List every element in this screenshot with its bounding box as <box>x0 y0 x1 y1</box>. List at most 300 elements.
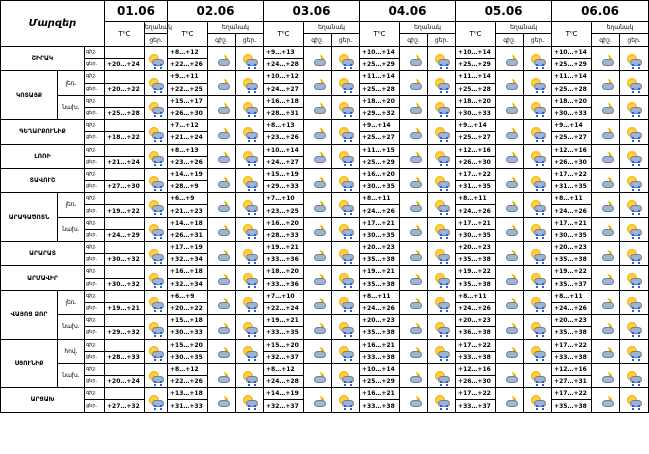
day-temp: +35…+38 <box>456 278 496 290</box>
night-temp: +8…+11 <box>552 290 592 302</box>
moon-cloud-icon <box>309 77 327 91</box>
sun-cloud-rain-icon <box>241 223 259 237</box>
region-name: ԱՐՑԱԽ <box>1 388 85 412</box>
night-temp: +17…+21 <box>456 217 496 229</box>
sun-cloud-rain-icon <box>433 296 451 310</box>
sun-cloud-rain-icon <box>337 248 355 262</box>
day-temp: +35…+38 <box>360 254 400 266</box>
sun-cloud-rain-icon <box>625 53 643 67</box>
day-temp: +25…+29 <box>456 59 496 71</box>
sun-cloud-rain-icon <box>241 150 259 164</box>
table-row <box>1 47 649 59</box>
night-temp: +10…+14 <box>264 144 304 156</box>
day-temp: +35…+38 <box>456 254 496 266</box>
moon-cloud-icon <box>213 199 231 213</box>
night-temp: +14…+18 <box>168 217 208 229</box>
moon-cloud-icon <box>213 77 231 91</box>
sun-cloud-rain-icon <box>433 175 451 189</box>
night-temp: +17…+22 <box>552 168 592 180</box>
day-temp: +23…+26 <box>168 156 208 168</box>
moon-cloud-icon <box>309 248 327 262</box>
day-temp: +22…+25 <box>168 83 208 95</box>
night-temp: +15…+20 <box>168 339 208 351</box>
moon-cloud-icon <box>597 272 615 286</box>
day-temp: +25…+28 <box>105 107 145 119</box>
weather-icon-cell <box>145 120 168 144</box>
night-temp: +9…+13 <box>264 47 304 59</box>
day-icon-cell <box>428 144 456 168</box>
sun-cloud-rain-icon <box>241 126 259 140</box>
subregion-label: հով. <box>58 339 85 363</box>
weather-header: եղանակ <box>145 22 168 34</box>
night-header: գիշ. <box>592 34 620 47</box>
day-icon-cell <box>524 339 552 363</box>
day-icon-cell <box>236 217 264 241</box>
night-temp: +12…+16 <box>552 144 592 156</box>
night-temp: +19…+21 <box>264 315 304 327</box>
night-icon-cell <box>208 315 236 339</box>
day-label: ցեր. <box>85 400 105 412</box>
moon-cloud-icon <box>501 77 519 91</box>
sun-cloud-rain-icon <box>337 77 355 91</box>
moon-cloud-icon <box>213 223 231 237</box>
sun-cloud-rain-icon <box>147 53 165 67</box>
night-icon-cell <box>592 95 620 119</box>
weather-icon-cell <box>145 168 168 192</box>
day-temp: +30…+35 <box>360 181 400 193</box>
day-temp: +26…+30 <box>456 376 496 388</box>
day-label: ցեր. <box>85 59 105 71</box>
day-icon-cell <box>236 120 264 144</box>
table-row <box>1 266 649 278</box>
day-icon-cell <box>236 315 264 339</box>
night-temp: +15…+20 <box>264 339 304 351</box>
moon-cloud-icon <box>501 150 519 164</box>
night-temp: +8…+11 <box>360 290 400 302</box>
night-label: գիշ. <box>85 144 105 156</box>
moon-cloud-icon <box>597 321 615 335</box>
night-temp: +11…+14 <box>456 71 496 83</box>
date-header: 06.06 <box>552 1 649 22</box>
day-temp: +30…+33 <box>552 107 592 119</box>
sun-cloud-rain-icon <box>337 272 355 286</box>
night-temp: +15…+18 <box>168 315 208 327</box>
night-icon-cell <box>304 95 332 119</box>
region-name: ՏԱՎՈՒՇ <box>1 168 85 192</box>
night-icon-cell <box>304 290 332 314</box>
moon-cloud-icon <box>213 272 231 286</box>
moon-cloud-icon <box>309 126 327 140</box>
night-icon-cell <box>304 168 332 192</box>
day-temp: +31…+33 <box>168 400 208 412</box>
night-temp: +7…+12 <box>168 120 208 132</box>
night-temp: +15…+17 <box>168 95 208 107</box>
moon-cloud-icon <box>501 223 519 237</box>
night-temp: +17…+21 <box>552 217 592 229</box>
night-icon-cell <box>208 95 236 119</box>
date-header: 04.06 <box>360 1 456 22</box>
night-icon-cell <box>496 242 524 266</box>
sun-cloud-rain-icon <box>241 53 259 67</box>
day-temp: +23…+25 <box>264 205 304 217</box>
sun-cloud-rain-icon <box>241 370 259 384</box>
day-icon-cell <box>428 47 456 71</box>
night-icon-cell <box>496 95 524 119</box>
night-temp: +19…+22 <box>456 266 496 278</box>
sun-cloud-rain-icon <box>625 272 643 286</box>
night-icon-cell <box>400 47 428 71</box>
moon-cloud-icon <box>309 345 327 359</box>
region-name: ԼՈՌԻ <box>1 144 85 168</box>
night-temp: +20…+23 <box>456 242 496 254</box>
moon-cloud-icon <box>597 150 615 164</box>
moon-cloud-icon <box>597 101 615 115</box>
night-icon-cell <box>496 388 524 412</box>
night-temp: +20…+23 <box>552 242 592 254</box>
night-temp: +16…+21 <box>360 339 400 351</box>
sun-cloud-rain-icon <box>433 370 451 384</box>
weather-header: եղանակ <box>592 22 649 34</box>
day-label: ցեր. <box>85 205 105 217</box>
sun-cloud-rain-icon <box>147 101 165 115</box>
day-label: ցեր. <box>85 351 105 363</box>
day-icon-cell <box>620 193 649 217</box>
sun-cloud-rain-icon <box>147 394 165 408</box>
moon-cloud-icon <box>213 150 231 164</box>
day-icon-cell <box>524 144 552 168</box>
day-icon-cell <box>236 363 264 387</box>
day-temp: +25…+28 <box>552 83 592 95</box>
day-temp: +25…+27 <box>552 132 592 144</box>
weather-icon-cell <box>145 388 168 412</box>
night-icon-cell <box>400 363 428 387</box>
sun-cloud-rain-icon <box>147 199 165 213</box>
weather-icon-cell <box>145 47 168 71</box>
night-label: գիշ. <box>85 120 105 132</box>
day-icon-cell <box>332 266 360 290</box>
sun-cloud-rain-icon <box>337 126 355 140</box>
night-icon-cell <box>592 193 620 217</box>
day-icon-cell <box>620 242 649 266</box>
day-icon-cell <box>620 120 649 144</box>
night-icon-cell <box>304 71 332 95</box>
sun-cloud-rain-icon <box>529 272 547 286</box>
sun-cloud-rain-icon <box>529 101 547 115</box>
moon-cloud-icon <box>405 223 423 237</box>
weather-icon-cell <box>145 339 168 363</box>
night-icon-cell <box>304 193 332 217</box>
sun-cloud-rain-icon <box>529 77 547 91</box>
subregion-label: նախ. <box>58 363 85 387</box>
table-row <box>1 95 649 107</box>
subregion-label: լեռ. <box>58 71 85 95</box>
moon-cloud-icon <box>309 370 327 384</box>
night-temp: +18…+20 <box>456 95 496 107</box>
sun-cloud-rain-icon <box>433 53 451 67</box>
night-icon-cell <box>592 315 620 339</box>
night-temp <box>105 217 145 229</box>
day-temp: +20…+24 <box>105 376 145 388</box>
day-icon-cell <box>620 266 649 290</box>
day-temp: +32…+34 <box>168 254 208 266</box>
night-icon-cell <box>304 388 332 412</box>
night-temp: +10…+14 <box>360 47 400 59</box>
night-icon-cell <box>592 144 620 168</box>
night-icon-cell <box>592 120 620 144</box>
day-label: ցեր. <box>85 278 105 290</box>
sun-cloud-rain-icon <box>147 175 165 189</box>
night-temp: +16…+18 <box>168 266 208 278</box>
night-temp: +17…+22 <box>456 339 496 351</box>
night-icon-cell <box>496 193 524 217</box>
day-icon-cell <box>332 144 360 168</box>
sun-cloud-rain-icon <box>625 345 643 359</box>
night-label: գիշ. <box>85 242 105 254</box>
date-header: 05.06 <box>456 1 552 22</box>
subregion-label: նախ. <box>58 315 85 339</box>
day-label: ցեր. <box>85 229 105 241</box>
moon-cloud-icon <box>405 126 423 140</box>
night-label: գիշ. <box>85 266 105 278</box>
night-temp: +14…+19 <box>168 168 208 180</box>
night-icon-cell <box>496 290 524 314</box>
day-temp: +29…+33 <box>264 181 304 193</box>
day-icon-cell <box>524 47 552 71</box>
day-icon-cell <box>428 95 456 119</box>
table-row <box>1 193 649 205</box>
day-label: ցեր. <box>85 83 105 95</box>
sun-cloud-rain-icon <box>529 126 547 140</box>
day-icon-cell <box>332 168 360 192</box>
sun-cloud-rain-icon <box>241 248 259 262</box>
weather-icon-cell <box>145 217 168 241</box>
weather-header: եղանակ <box>304 22 360 34</box>
day-temp: +27…+31 <box>552 376 592 388</box>
region-name: ՎԱՅՈՑ ՁՈՐ <box>1 290 58 339</box>
moon-cloud-icon <box>405 370 423 384</box>
day-icon-cell <box>236 388 264 412</box>
sun-cloud-rain-icon <box>625 370 643 384</box>
moon-cloud-icon <box>309 223 327 237</box>
daytime-header: ցեր. <box>145 34 168 47</box>
night-temp <box>105 120 145 132</box>
day-temp: +22…+24 <box>264 302 304 314</box>
night-icon-cell <box>400 339 428 363</box>
day-temp: +24…+26 <box>456 302 496 314</box>
sun-cloud-rain-icon <box>433 126 451 140</box>
day-icon-cell <box>428 388 456 412</box>
day-temp: +27…+30 <box>105 181 145 193</box>
sun-cloud-rain-icon <box>625 126 643 140</box>
moon-cloud-icon <box>405 175 423 189</box>
moon-cloud-icon <box>597 53 615 67</box>
night-temp: +10…+14 <box>456 47 496 59</box>
day-icon-cell <box>428 217 456 241</box>
day-temp: +35…+38 <box>552 254 592 266</box>
night-temp: +17…+21 <box>360 217 400 229</box>
night-icon-cell <box>592 339 620 363</box>
weather-icon-cell <box>145 266 168 290</box>
sun-cloud-rain-icon <box>529 394 547 408</box>
night-temp: +10…+12 <box>264 71 304 83</box>
night-icon-cell <box>208 290 236 314</box>
day-icon-cell <box>524 193 552 217</box>
day-icon-cell <box>236 193 264 217</box>
moon-cloud-icon <box>597 77 615 91</box>
sun-cloud-rain-icon <box>241 175 259 189</box>
sun-cloud-rain-icon <box>529 150 547 164</box>
moon-cloud-icon <box>405 321 423 335</box>
night-temp: +16…+20 <box>264 217 304 229</box>
day-temp: +26…+30 <box>168 107 208 119</box>
day-temp: +23…+26 <box>264 132 304 144</box>
day-icon-cell <box>524 266 552 290</box>
sun-cloud-rain-icon <box>433 248 451 262</box>
night-temp: +20…+23 <box>552 315 592 327</box>
day-icon-cell <box>524 120 552 144</box>
weather-header: եղանակ <box>496 22 552 34</box>
day-temp: +24…+27 <box>264 83 304 95</box>
night-temp: +8…+13 <box>264 120 304 132</box>
day-temp: +30…+35 <box>360 229 400 241</box>
daytime-header: ցեր. <box>332 34 360 47</box>
regions-header: Մարզեր <box>1 1 105 47</box>
table-row <box>1 363 649 375</box>
night-temp: +7…+10 <box>264 290 304 302</box>
day-temp: +25…+29 <box>552 59 592 71</box>
day-temp: +30…+35 <box>168 351 208 363</box>
sun-cloud-rain-icon <box>337 53 355 67</box>
sun-cloud-rain-icon <box>147 272 165 286</box>
night-icon-cell <box>496 217 524 241</box>
day-temp: +32…+37 <box>264 400 304 412</box>
night-temp: +16…+20 <box>360 168 400 180</box>
night-icon-cell <box>592 168 620 192</box>
date-header: 02.06 <box>168 1 264 22</box>
moon-cloud-icon <box>597 223 615 237</box>
night-temp: +18…+20 <box>552 95 592 107</box>
day-temp: +32…+34 <box>168 278 208 290</box>
moon-cloud-icon <box>213 248 231 262</box>
moon-cloud-icon <box>597 126 615 140</box>
night-temp: +10…+14 <box>360 363 400 375</box>
sun-cloud-rain-icon <box>625 296 643 310</box>
sun-cloud-rain-icon <box>241 296 259 310</box>
day-temp: +31…+35 <box>456 181 496 193</box>
moon-cloud-icon <box>501 53 519 67</box>
night-icon-cell <box>208 339 236 363</box>
day-icon-cell <box>332 71 360 95</box>
night-temp: +17…+22 <box>456 168 496 180</box>
sun-cloud-rain-icon <box>337 345 355 359</box>
moon-cloud-icon <box>597 199 615 213</box>
day-temp: +25…+29 <box>360 376 400 388</box>
weather-icon-cell <box>145 193 168 217</box>
day-temp: +25…+28 <box>360 83 400 95</box>
sun-cloud-rain-icon <box>625 223 643 237</box>
night-label: գիշ. <box>85 339 105 351</box>
sun-cloud-rain-icon <box>241 321 259 335</box>
night-icon-cell <box>208 71 236 95</box>
day-icon-cell <box>236 95 264 119</box>
daytime-header: ցեր. <box>236 34 264 47</box>
day-icon-cell <box>236 242 264 266</box>
night-temp: +19…+21 <box>360 266 400 278</box>
day-temp: +33…+35 <box>264 327 304 339</box>
day-temp: +27…+32 <box>105 400 145 412</box>
night-temp: +17…+22 <box>552 339 592 351</box>
day-temp: +24…+29 <box>105 229 145 241</box>
day-icon-cell <box>236 144 264 168</box>
night-temp <box>105 168 145 180</box>
night-icon-cell <box>304 144 332 168</box>
sun-cloud-rain-icon <box>625 101 643 115</box>
sun-cloud-rain-icon <box>529 199 547 213</box>
day-label: ցեր. <box>85 156 105 168</box>
sun-cloud-rain-icon <box>241 394 259 408</box>
table-row <box>1 388 649 400</box>
day-label: ցեր. <box>85 327 105 339</box>
sun-cloud-rain-icon <box>433 150 451 164</box>
night-temp: +8…+11 <box>456 290 496 302</box>
region-name: ԱՐՄԱՎԻՐ <box>1 266 85 290</box>
sun-cloud-rain-icon <box>529 175 547 189</box>
day-icon-cell <box>620 47 649 71</box>
day-icon-cell <box>524 363 552 387</box>
night-temp: +16…+18 <box>264 95 304 107</box>
day-icon-cell <box>332 95 360 119</box>
sun-cloud-rain-icon <box>529 296 547 310</box>
day-temp: +24…+28 <box>264 59 304 71</box>
night-label: գիշ. <box>85 95 105 107</box>
night-temp: +9…+11 <box>168 71 208 83</box>
sun-cloud-rain-icon <box>147 370 165 384</box>
sun-cloud-rain-icon <box>147 223 165 237</box>
moon-cloud-icon <box>405 272 423 286</box>
table-row <box>1 315 649 327</box>
night-icon-cell <box>304 47 332 71</box>
night-icon-cell <box>400 266 428 290</box>
night-temp <box>105 290 145 302</box>
sun-cloud-rain-icon <box>337 394 355 408</box>
night-icon-cell <box>592 242 620 266</box>
table-row <box>1 71 649 83</box>
day-temp: +35…+38 <box>360 278 400 290</box>
night-icon-cell <box>592 71 620 95</box>
table-row <box>1 120 649 132</box>
night-label: գիշ. <box>85 290 105 302</box>
night-icon-cell <box>400 95 428 119</box>
moon-cloud-icon <box>309 321 327 335</box>
day-icon-cell <box>428 120 456 144</box>
night-icon-cell <box>496 47 524 71</box>
sun-cloud-rain-icon <box>337 175 355 189</box>
day-label: ցեր. <box>85 107 105 119</box>
day-temp: +22…+26 <box>168 376 208 388</box>
night-icon-cell <box>400 290 428 314</box>
day-icon-cell <box>428 315 456 339</box>
night-icon-cell <box>400 120 428 144</box>
night-label: գիշ. <box>85 71 105 83</box>
weather-icon-cell <box>145 242 168 266</box>
weather-header: եղանակ <box>208 22 264 34</box>
night-temp <box>105 193 145 205</box>
day-temp: +30…+33 <box>456 107 496 119</box>
night-temp: +8…+13 <box>168 144 208 156</box>
sun-cloud-rain-icon <box>625 175 643 189</box>
temp-header: T⁰C <box>456 22 496 47</box>
night-icon-cell <box>208 47 236 71</box>
